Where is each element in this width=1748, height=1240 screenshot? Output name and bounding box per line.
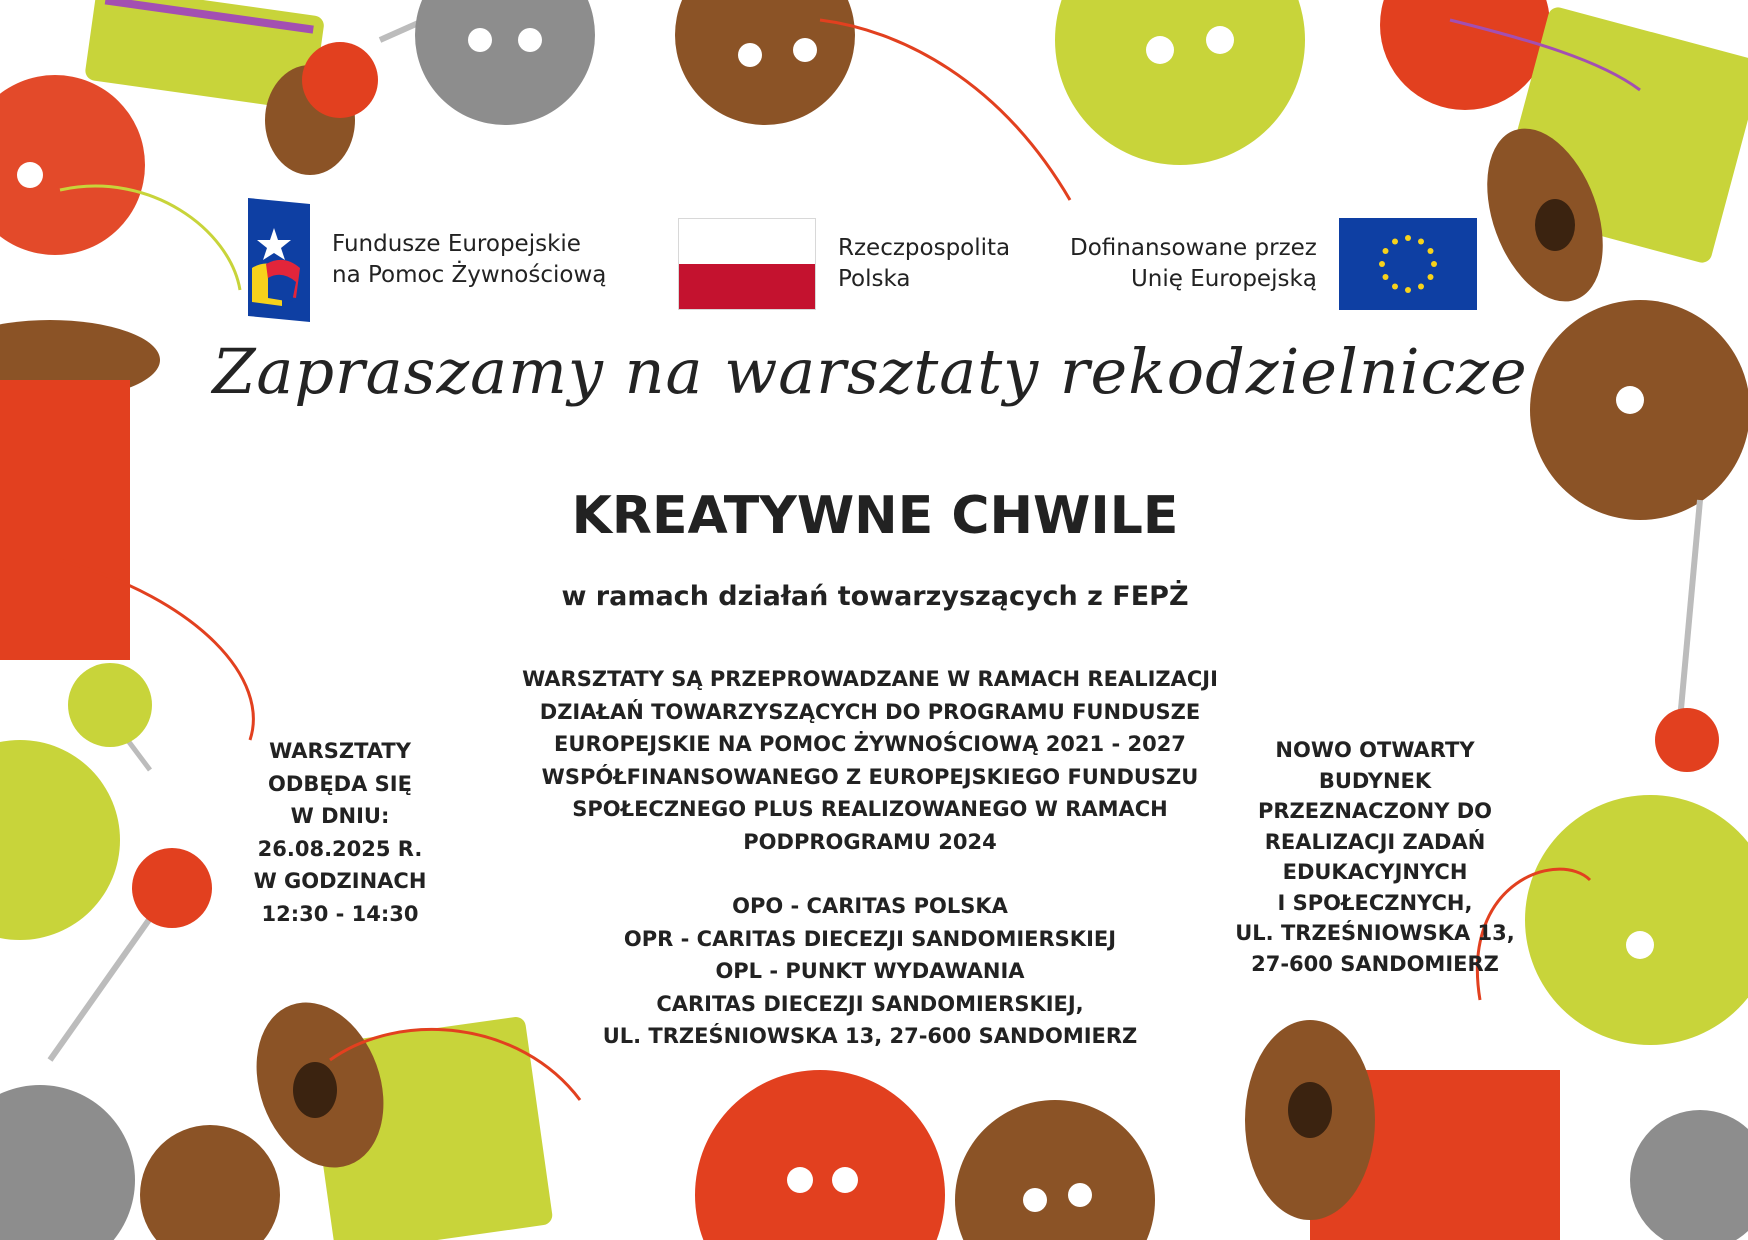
pin-icon <box>1680 500 1700 720</box>
venue-line: EDUKACYJNYCH <box>1282 860 1468 884</box>
rp-logo <box>678 218 1010 310</box>
red-button-icon <box>1380 0 1550 110</box>
venue-line: 27-600 SANDOMIERZ <box>1251 951 1499 976</box>
organization-line: OPR - CARITAS DIECEZJI SANDOMIERSKIEJ <box>623 926 1117 951</box>
pin-head-icon <box>68 663 152 747</box>
description-line: SPOŁECZNEGO PLUS REALIZOWANEGO W RAMACH <box>572 797 1168 821</box>
brown-button-icon <box>675 0 855 125</box>
grey-button-icon <box>1630 1110 1748 1240</box>
grey-button-icon <box>0 1085 135 1240</box>
lime-button-icon <box>1525 795 1748 1045</box>
fepz-flag-icon <box>248 198 310 322</box>
red-button-icon <box>695 1070 945 1240</box>
rp-logo-line1: Rzeczpospolita <box>838 235 1011 261</box>
description-line: WARSZTATY SĄ PRZEPROWADZANE W RAMACH REALIZACJI <box>522 667 1218 691</box>
program-description-block <box>420 663 1320 1053</box>
subtitle: w ramach działań towarzyszących z FEPŻ <box>561 581 1189 612</box>
date-line: 12:30 - 14:30 <box>261 901 419 926</box>
fepz-logo <box>248 198 606 322</box>
script-title: Zapraszamy na warsztaty rekodzielnicze <box>212 335 1528 408</box>
description-line: EUROPEJSKIE NA POMOC ŻYWNOŚCIOWĄ 2021 - 2027 <box>554 732 1186 756</box>
date-line: 26.08.2025 R. <box>257 836 423 861</box>
venue-line: REALIZACJI ZADAŃ <box>1264 829 1486 854</box>
date-line: ODBĘDA SIĘ <box>268 771 412 796</box>
date-line: WARSZTATY <box>269 739 411 763</box>
brown-button-icon <box>955 1100 1155 1240</box>
venue-line: UL. TRZEŚNIOWSKA 13, <box>1235 921 1515 945</box>
lime-button-icon <box>1055 0 1305 165</box>
venue-line: I SPOŁECZNYCH, <box>1277 890 1473 915</box>
description-line: PODPROGRAMU 2024 <box>743 829 997 854</box>
organization-line: CARITAS DIECEZJI SANDOMIERSKIEJ, <box>656 991 1084 1016</box>
poland-flag-icon <box>678 218 816 310</box>
venue-line: BUDYNEK <box>1318 768 1432 793</box>
date-line: W GODZINACH <box>253 869 427 893</box>
grey-button-icon <box>415 0 595 125</box>
fepz-logo-line2: na Pomoc Żywnościową <box>332 262 607 288</box>
eu-flag-icon <box>1339 218 1477 310</box>
main-title: KREATYWNE CHWILE <box>571 486 1179 546</box>
rp-logo-line2: Polska <box>838 266 911 292</box>
eu-logo-line1: Dofinansowane przez <box>1070 235 1317 261</box>
eu-logo <box>1070 218 1477 310</box>
fepz-logo-line1: Fundusze Europejskie <box>332 231 581 257</box>
description-line: DZIAŁAŃ TOWARZYSZĄCYCH DO PROGRAMU FUNDUSZE <box>539 699 1201 724</box>
organization-line: OPL - PUNKT WYDAWANIA <box>715 959 1025 983</box>
organization-line: OPO - CARITAS POLSKA <box>732 894 1008 918</box>
date-line: W DNIU: <box>290 804 390 828</box>
red-thread-spool-icon <box>0 380 130 660</box>
description-line: WSPÓŁFINANSOWANEGO Z EUROPEJSKIEGO FUNDUSZU <box>541 764 1199 789</box>
venue-line: NOWO OTWARTY <box>1275 738 1475 762</box>
workshop-date-block <box>220 735 460 930</box>
venue-block <box>1210 735 1540 979</box>
venue-line: PRZEZNACZONY DO <box>1257 799 1493 823</box>
organization-line: UL. TRZEŚNIOWSKA 13, 27-600 SANDOMIERZ <box>602 1024 1138 1048</box>
lime-button-icon <box>0 740 120 940</box>
eu-logo-line2: Unię Europejską <box>1130 266 1317 292</box>
